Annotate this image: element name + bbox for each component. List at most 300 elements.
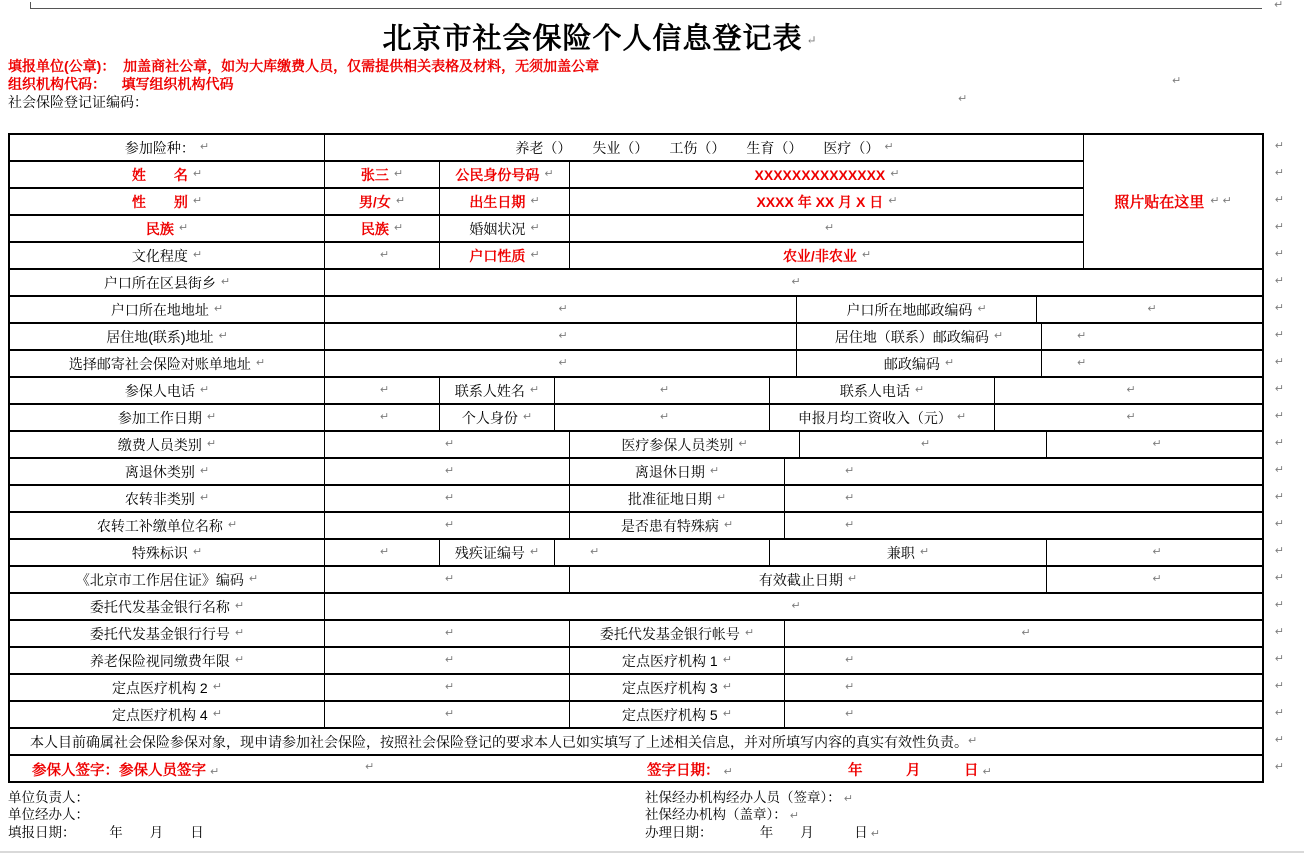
cell-text: 养老保险视同缴费年限 — [89, 652, 230, 669]
field-label-cell — [797, 297, 1037, 322]
cell-text: 出生日期 — [469, 193, 526, 210]
reg-code-line — [8, 92, 148, 112]
pilcrow-mark: ↵ — [1077, 357, 1087, 369]
row-end-pilcrow: ↵ — [1274, 248, 1284, 260]
pilcrow-mark: ↵ — [845, 654, 855, 666]
field-value-cell[interactable] — [325, 297, 797, 322]
row-end-pilcrow: ↵ — [1274, 518, 1284, 530]
row-end-pilcrow: ↵ — [1274, 599, 1284, 611]
pilcrow-mark: ↵ — [789, 810, 799, 822]
field-label-cell — [10, 351, 325, 376]
cell-text: 定点医疗机构 1 — [622, 652, 718, 669]
declaration-text: 本人目前确属社会保险参保对象，现申请参加社会保险，按照社会保险登记的要求本人已如实填写了上述相关信息，并对所填写内容的真实有效性负责。 — [30, 733, 968, 750]
table-row — [10, 243, 1284, 270]
sign-date-label[interactable]: 签字日期： ↵ — [647, 763, 733, 779]
pilcrow-mark: ↵ — [558, 303, 568, 315]
field-label-cell — [570, 432, 800, 457]
pilcrow-mark: ↵ — [861, 249, 872, 261]
page-bottom-rule — [0, 851, 1304, 853]
pilcrow-mark: ↵ — [444, 654, 455, 666]
field-label-cell — [797, 324, 1042, 349]
row-end-pilcrow: ↵ — [1274, 275, 1284, 287]
pilcrow-mark: ↵ — [379, 249, 390, 261]
pilcrow-mark: ↵ — [444, 519, 455, 531]
field-label-cell — [10, 594, 325, 619]
field-label-cell — [10, 459, 325, 484]
pilcrow-mark: ↵ — [199, 465, 210, 477]
field-value-cell[interactable] — [325, 459, 570, 484]
cell-text: 居住地(联系)地址 — [106, 328, 214, 345]
table-row — [10, 297, 1284, 324]
pilcrow-mark: ↵ — [444, 465, 455, 477]
cell-text: XXXXXXXXXXXXXX — [754, 166, 886, 183]
cell-text: 残疾证编号 — [454, 544, 525, 561]
pilcrow-mark: ↵ — [1152, 546, 1162, 558]
table-row — [10, 621, 1284, 648]
field-value-cell[interactable] — [785, 675, 1262, 700]
table-row — [10, 351, 1284, 378]
field-label-cell — [570, 459, 785, 484]
row-end-pilcrow: ↵ — [1274, 545, 1284, 557]
pilcrow-mark: ↵ — [192, 249, 203, 261]
cell-text: 参加工作日期 — [117, 409, 202, 426]
pilcrow-mark: ↵ — [845, 681, 855, 693]
fill-unit-label: 填报单位(公章)： — [8, 58, 116, 74]
field-label-cell — [10, 621, 325, 646]
field-value-cell[interactable] — [325, 432, 570, 457]
row-end-pilcrow: ↵ — [1274, 302, 1284, 314]
pilcrow-mark: ↵ — [234, 600, 245, 612]
pilcrow-mark: ↵ — [1274, 0, 1284, 11]
cell-text: 定点医疗机构 2 — [112, 679, 208, 696]
cell-text: 民族 — [360, 220, 389, 237]
signer-label[interactable]: 参保人签字：参保人员签字 ↵ — [32, 763, 220, 779]
pilcrow-mark: ↵ — [884, 141, 894, 153]
field-value-cell[interactable] — [1047, 567, 1262, 592]
field-label-cell — [770, 405, 995, 430]
cell-text: 申报月均工资收入（元） — [797, 409, 952, 426]
field-label-cell — [10, 405, 325, 430]
field-label-cell — [770, 540, 1047, 565]
field-value-cell[interactable] — [325, 486, 570, 511]
pilcrow-mark: ↵ — [558, 357, 568, 369]
field-value-cell[interactable] — [325, 378, 440, 403]
pilcrow-mark: ↵ — [199, 492, 210, 504]
pilcrow-mark: ↵ — [914, 384, 925, 396]
pilcrow-mark: ↵ — [379, 546, 390, 558]
pilcrow-mark: ↵ — [1077, 330, 1087, 342]
field-value-cell[interactable] — [785, 621, 1262, 646]
cell-text: 居住地（联系）邮政编码 — [834, 328, 989, 345]
field-value-cell[interactable] — [555, 540, 770, 565]
row-end-pilcrow: ↵ — [1274, 626, 1284, 638]
footer-handle-date: 办理日期： 年 月 日 ↵ — [645, 825, 880, 840]
table-row — [10, 405, 1284, 432]
pilcrow-mark: ↵ — [212, 681, 222, 693]
pilcrow-mark: ↵ — [220, 276, 231, 288]
pilcrow-mark: ↵ — [234, 654, 245, 666]
fill-unit-note — [8, 56, 599, 76]
field-value-cell[interactable] — [785, 513, 1262, 538]
pilcrow-mark: ↵ — [870, 828, 880, 840]
field-value-cell[interactable] — [325, 324, 797, 349]
pilcrow-mark: ↵ — [199, 141, 210, 153]
row-end-pilcrow: ↵ — [1274, 329, 1284, 341]
pilcrow-mark: ↵ — [379, 384, 390, 396]
field-value-cell[interactable] — [325, 351, 797, 376]
cell-text: 是否患有特殊病 — [620, 517, 719, 534]
page-top-rule — [30, 8, 1262, 9]
org-code-note — [8, 74, 234, 94]
cell-text: 参保人电话 — [124, 382, 195, 399]
field-value-cell[interactable] — [785, 459, 1262, 484]
pilcrow-mark: ↵ — [958, 93, 968, 105]
rule-tick — [30, 2, 31, 9]
table-row — [10, 270, 1284, 297]
table-row — [10, 216, 1284, 243]
cell-text: 批准征地日期 — [627, 490, 712, 507]
cell-text: 公民身份号码 — [455, 166, 540, 183]
cell-text: 选择邮寄社会保险对账单地址 — [68, 355, 251, 372]
footer-agency-staff: 社保经办机构经办人员（签章）： ↵ — [645, 790, 853, 805]
reg-code-label: 社会保险登记证编码： — [8, 94, 148, 110]
field-label-cell — [570, 513, 785, 538]
pilcrow-mark: ↵ — [393, 168, 404, 180]
field-value-cell[interactable] — [325, 540, 440, 565]
field-label-cell — [325, 216, 440, 241]
pilcrow-mark: ↵ — [968, 735, 978, 747]
field-value-cell[interactable] — [325, 648, 570, 673]
row-end-pilcrow: ↵ — [1274, 437, 1284, 449]
cell-text: 户口所在区县街乡 — [103, 274, 216, 291]
table-row — [10, 459, 1284, 486]
field-label-cell — [10, 378, 325, 403]
cell-text: 文化程度 — [131, 247, 188, 264]
field-value-cell[interactable] — [325, 594, 1262, 619]
table-row — [10, 675, 1284, 702]
pilcrow-mark: ↵ — [977, 303, 987, 315]
pilcrow-mark: ↵ — [255, 357, 266, 369]
signature-row — [10, 756, 1284, 781]
field-label-cell — [10, 513, 325, 538]
table-row — [10, 378, 1284, 405]
pilcrow-mark: ↵ — [659, 411, 670, 423]
field-label-cell — [440, 378, 555, 403]
field-value-cell[interactable] — [1042, 351, 1262, 376]
pilcrow-mark: ↵ — [444, 438, 455, 450]
pilcrow-mark: ↵ — [920, 438, 931, 450]
pilcrow-mark: ↵ — [444, 573, 455, 585]
field-label-cell — [570, 162, 1084, 187]
pilcrow-mark: ↵ — [199, 384, 210, 396]
cell-text: 户口性质 — [469, 247, 526, 264]
pilcrow-mark: ↵ — [365, 761, 375, 773]
field-value-cell[interactable] — [785, 648, 1262, 673]
pilcrow-mark: ↵ — [558, 330, 568, 342]
pilcrow-mark: ↵ — [824, 222, 835, 234]
pilcrow-mark: ↵ — [722, 654, 732, 666]
field-value-cell[interactable] — [325, 567, 570, 592]
field-label-cell — [10, 432, 325, 457]
field-value-cell[interactable] — [1042, 324, 1262, 349]
pilcrow-mark: ↵ — [993, 330, 1004, 342]
cell-text: 婚姻状况 — [469, 220, 526, 237]
photo-cell[interactable] — [1083, 135, 1262, 270]
pilcrow-mark: ↵ — [590, 546, 600, 558]
table-row — [10, 486, 1284, 513]
cell-text: 养老（） 失业（） 工伤（） 生育（） 医疗（） — [515, 139, 880, 156]
cell-text: 有效截止日期 — [758, 571, 843, 588]
pilcrow-mark: ↵ — [192, 168, 203, 180]
row-end-pilcrow: ↵ — [1274, 761, 1284, 773]
pilcrow-mark: ↵ — [444, 627, 455, 639]
row-end-pilcrow: ↵ — [1274, 410, 1284, 422]
cell-text: 农业/非农业 — [782, 247, 857, 264]
photo-cell-text: 照片贴在这里 — [1114, 194, 1205, 211]
fill-unit-text: 加盖商社公章，如为大库缴费人员，仅需提供相关表格及材料，无须加盖公章 — [123, 58, 600, 74]
field-label-cell — [10, 297, 325, 322]
pilcrow-mark: ↵ — [522, 411, 533, 423]
pilcrow-mark: ↵ — [845, 519, 855, 531]
footer-unit-handler: 单位经办人： — [8, 807, 89, 822]
field-value-cell[interactable] — [1037, 297, 1262, 322]
field-value-cell[interactable] — [325, 513, 570, 538]
field-label-cell — [10, 162, 325, 187]
pilcrow-mark: ↵ — [659, 384, 670, 396]
field-value-cell[interactable] — [325, 675, 570, 700]
cell-text: 兼职 — [886, 544, 915, 561]
field-label-cell — [10, 702, 325, 727]
row-end-pilcrow: ↵ — [1274, 140, 1284, 152]
field-label-cell — [10, 270, 325, 295]
cell-text: 离退休类别 — [124, 463, 195, 480]
field-value-cell[interactable] — [995, 405, 1262, 430]
pilcrow-mark: ↵ — [210, 766, 220, 778]
field-label-cell — [570, 675, 785, 700]
pilcrow-mark: ↵ — [248, 573, 259, 585]
cell-text: 男/女 — [358, 193, 391, 210]
pilcrow-mark: ↵ — [444, 681, 455, 693]
pilcrow-mark: ↵ — [791, 276, 801, 288]
table-row — [10, 432, 1284, 459]
pilcrow-mark: ↵ — [982, 766, 992, 778]
table-row — [10, 594, 1284, 621]
cell-text: 个人身份 — [461, 409, 518, 426]
field-label-cell — [10, 675, 325, 700]
cell-text: 委托代发基金银行名称 — [89, 598, 230, 615]
pilcrow-mark: ↵ — [845, 492, 855, 504]
pilcrow-mark: ↵ — [847, 573, 858, 585]
cell-text: 医疗参保人员类别 — [621, 436, 734, 453]
pilcrow-mark: ↵ — [744, 627, 755, 639]
cell-text: 联系人电话 — [839, 382, 910, 399]
field-value-cell[interactable] — [325, 702, 570, 727]
table-row — [10, 189, 1284, 216]
cell-text: 离退休日期 — [634, 463, 705, 480]
field-label-cell — [440, 189, 570, 214]
cell-text: 定点医疗机构 4 — [112, 706, 208, 723]
footer-unit-leader: 单位负责人： — [8, 790, 89, 805]
pilcrow-mark: ↵ — [1172, 75, 1182, 87]
row-end-pilcrow: ↵ — [1274, 491, 1284, 503]
field-value-cell[interactable] — [785, 702, 1262, 727]
field-label-cell — [10, 243, 325, 268]
field-label-cell — [570, 702, 785, 727]
row-end-pilcrow: ↵ — [1274, 356, 1284, 368]
row-end-pilcrow: ↵ — [1274, 167, 1284, 179]
pilcrow-mark: ↵ — [791, 600, 801, 612]
cell-text: 缴费人员类别 — [117, 436, 202, 453]
org-code-label: 组织机构代码： — [8, 76, 106, 92]
field-label-cell — [570, 621, 785, 646]
field-label-cell — [570, 648, 785, 673]
field-value-cell[interactable] — [570, 216, 1084, 241]
table-row — [10, 702, 1284, 729]
pilcrow-mark: ↵ — [192, 195, 203, 207]
pilcrow-mark: ↵ ↵ — [1210, 195, 1232, 207]
cell-text: XXXX 年 XX 月 X 日 — [756, 193, 884, 210]
pilcrow-mark: ↵ — [845, 708, 855, 720]
pilcrow-mark: ↵ — [395, 195, 406, 207]
field-label-cell — [10, 567, 325, 592]
field-label-cell — [770, 378, 995, 403]
pilcrow-mark: ↵ — [529, 546, 540, 558]
pilcrow-mark: ↵ — [206, 411, 217, 423]
pilcrow-mark: ↵ — [178, 222, 189, 234]
field-label-cell — [440, 216, 570, 241]
table-row — [10, 324, 1284, 351]
field-value-cell[interactable] — [785, 486, 1262, 511]
pilcrow-mark: ↵ — [890, 168, 900, 180]
pilcrow-mark: ↵ — [722, 708, 732, 720]
cell-text: 户口所在地邮政编码 — [846, 301, 973, 318]
cell-text: 姓 名 — [131, 166, 188, 183]
pilcrow-mark: ↵ — [956, 411, 967, 423]
row-end-pilcrow: ↵ — [1274, 653, 1284, 665]
cell-text: 《北京市工作居住证》编码 — [75, 571, 244, 588]
pilcrow-mark: ↵ — [1147, 303, 1157, 315]
pilcrow-mark: ↵ — [1126, 384, 1136, 396]
cell-text: 张三 — [360, 166, 389, 183]
pilcrow-mark: ↵ — [379, 411, 390, 423]
pilcrow-mark: ↵ — [944, 357, 955, 369]
field-value-cell[interactable] — [325, 405, 440, 430]
field-label-cell — [570, 189, 1084, 214]
pilcrow-mark: ↵ — [234, 627, 245, 639]
field-label-cell — [325, 162, 440, 187]
field-label-cell — [10, 216, 325, 241]
field-label-cell — [325, 135, 1084, 160]
row-end-pilcrow: ↵ — [1274, 221, 1284, 233]
cell-text: 联系人姓名 — [454, 382, 525, 399]
field-value-cell[interactable] — [1047, 432, 1262, 457]
field-label-cell — [440, 243, 570, 268]
pilcrow-mark: ↵ — [738, 438, 748, 450]
field-value-cell[interactable] — [555, 405, 770, 430]
field-value-cell[interactable] — [1047, 540, 1262, 565]
field-value-cell[interactable] — [325, 621, 570, 646]
field-label-cell — [440, 405, 555, 430]
field-label-cell — [440, 162, 570, 187]
cell-text: 定点医疗机构 3 — [622, 679, 718, 696]
registration-form-table — [8, 133, 1284, 783]
field-label-cell — [10, 540, 325, 565]
pilcrow-mark: ↵ — [192, 546, 203, 558]
table-rows-container — [10, 135, 1284, 729]
pilcrow-mark: ↵ — [530, 195, 540, 207]
pilcrow-mark: ↵ — [723, 519, 734, 531]
pilcrow-mark: ↵ — [212, 708, 222, 720]
field-label-cell — [797, 351, 1042, 376]
pilcrow-mark: ↵ — [716, 492, 727, 504]
pilcrow-mark: ↵ — [227, 519, 238, 531]
cell-text: 委托代发基金银行帐号 — [599, 625, 740, 642]
table-row — [10, 567, 1284, 594]
pilcrow-mark: ↵ — [888, 195, 898, 207]
cell-text: 定点医疗机构 5 — [622, 706, 718, 723]
pilcrow-mark: ↵ — [444, 492, 455, 504]
table-row — [10, 648, 1284, 675]
pilcrow-mark: ↵ — [529, 384, 540, 396]
field-value-cell[interactable] — [800, 432, 1047, 457]
sign-date-ymd[interactable]: 年 月 日 ↵ — [848, 763, 992, 779]
field-value-cell[interactable] — [555, 378, 770, 403]
pilcrow-mark: ↵ — [709, 465, 720, 477]
pilcrow-mark: ↵ — [206, 438, 217, 450]
row-end-pilcrow: ↵ — [1274, 707, 1284, 719]
row-end-pilcrow: ↵ — [1274, 383, 1284, 395]
row-end-pilcrow: ↵ — [1274, 680, 1284, 692]
field-label-cell — [440, 540, 555, 565]
pilcrow-mark: ↵ — [843, 793, 853, 805]
field-label-cell — [10, 189, 325, 214]
field-value-cell[interactable] — [995, 378, 1262, 403]
pilcrow-mark: ↵ — [530, 249, 540, 261]
cell-text: 农转工补缴单位名称 — [96, 517, 223, 534]
pilcrow-mark: ↵ — [213, 303, 224, 315]
table-row — [10, 162, 1284, 189]
field-label-cell — [10, 135, 325, 160]
field-value-cell[interactable] — [325, 270, 1262, 295]
pilcrow-mark: ↵ — [806, 33, 818, 47]
field-label-cell — [10, 324, 325, 349]
field-label-cell — [10, 486, 325, 511]
org-code-text: 填写组织机构代码 — [121, 76, 234, 92]
pilcrow-mark: ↵ — [845, 465, 855, 477]
field-label-cell — [10, 648, 325, 673]
cell-text: 参加险种： — [124, 139, 195, 156]
pilcrow-mark: ↵ — [919, 546, 930, 558]
pilcrow-mark: ↵ — [1152, 438, 1162, 450]
row-end-pilcrow: ↵ — [1274, 464, 1284, 476]
field-label-cell — [325, 189, 440, 214]
footer-agency-seal: 社保经办机构（盖章）： ↵ — [645, 807, 799, 822]
footer-fill-date: 填报日期： 年 月 日 — [8, 825, 204, 840]
page-title — [0, 16, 1200, 57]
field-label-cell — [570, 486, 785, 511]
cell-text: 民族 — [145, 220, 174, 237]
field-value-cell[interactable] — [325, 243, 440, 268]
row-end-pilcrow: ↵ — [1274, 734, 1284, 746]
row-end-pilcrow: ↵ — [1274, 194, 1284, 206]
cell-text: 委托代发基金银行行号 — [89, 625, 230, 642]
cell-text: 特殊标识 — [131, 544, 188, 561]
table-row — [10, 135, 1284, 162]
table-row — [10, 540, 1284, 567]
field-label-cell — [570, 567, 1047, 592]
row-end-pilcrow: ↵ — [1274, 572, 1284, 584]
pilcrow-mark: ↵ — [544, 168, 554, 180]
